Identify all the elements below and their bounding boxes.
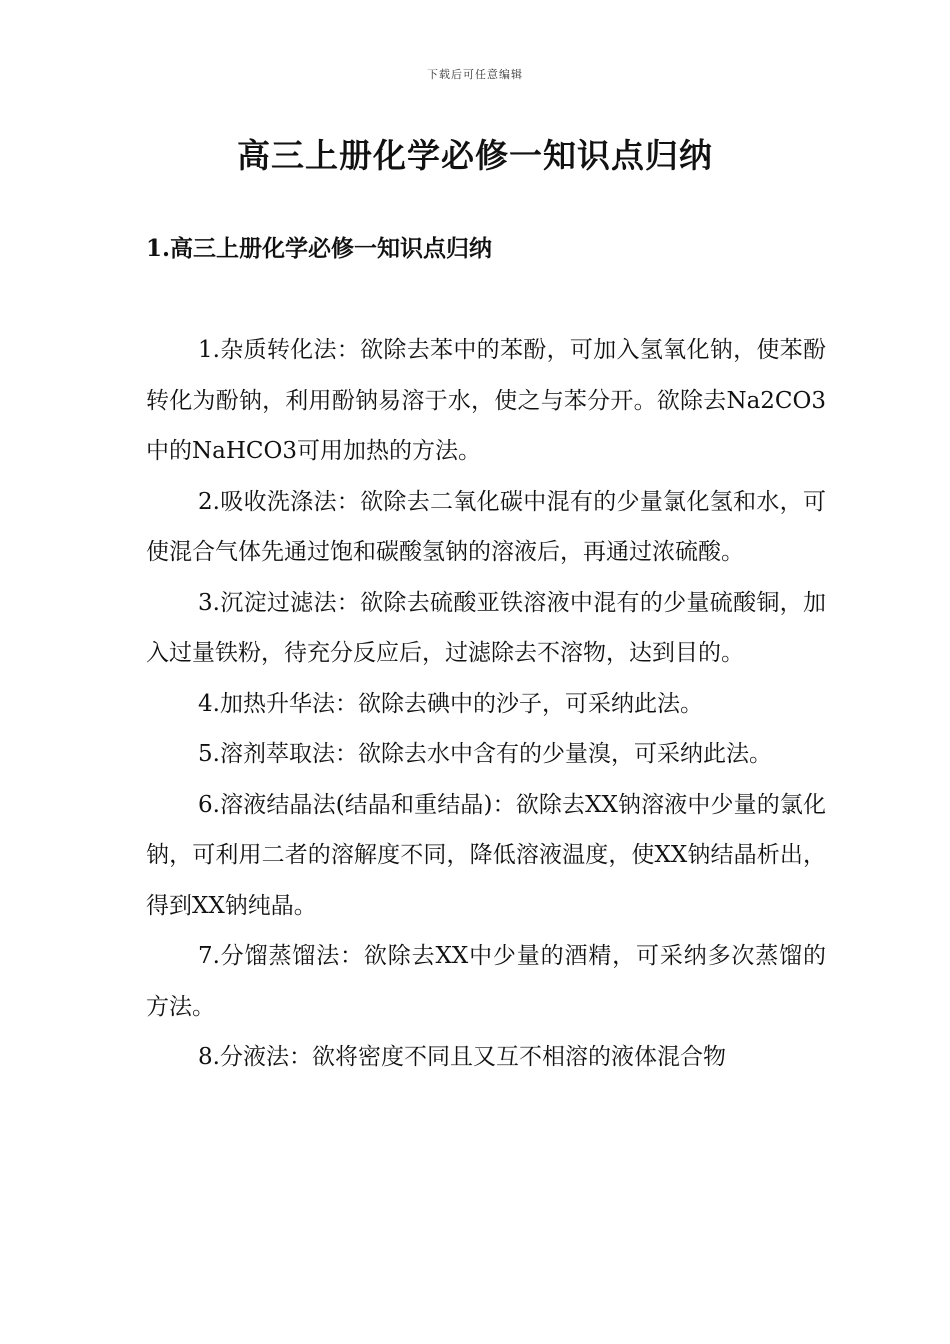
section-heading: 1.高三上册化学必修一知识点归纳 [146,235,493,262]
paragraph-1: 1.杂质转化法：欲除去苯中的苯酚，可加入氢氧化钠，使苯酚转化为酚钠，利用酚钠易溶于水，使之与苯分开。欲除去Na2CO3中的NaHCO3可用加热的方法。 [146,337,826,464]
paragraph-3: 3.沉淀过滤法：欲除去硫酸亚铁溶液中混有的少量硫酸铜，加入过量铁粉，待充分反应后，过滤除去不溶物，达到目的。 [146,589,826,666]
paragraph-8: 8.分液法：欲将密度不同且又互不相溶的液体混合物 [198,1044,726,1070]
paragraph-2: 2.吸收洗涤法：欲除去二氧化碳中混有的少量氯化氢和水，可使混合气体先通过饱和碳酸氢钠的溶液后，再通过浓硫酸。 [146,488,826,565]
document-title: 高三上册化学必修一知识点归纳 [237,136,713,175]
header-note: 下载后可任意编辑 [427,68,523,81]
paragraph-7: 7.分馏蒸馏法：欲除去XX中少量的酒精，可采纳多次蒸馏的方法。 [146,943,826,1020]
paragraph-6: 6.溶液结晶法(结晶和重结晶)：欲除去XX钠溶液中少量的氯化钠，可利用二者的溶解度不同，降低溶液温度，使XX钠结晶析出，得到XX钠纯晶。 [146,791,826,919]
paragraph-5: 5.溶剂萃取法：欲除去水中含有的少量溴，可采纳此法。 [198,741,772,767]
paragraph-4: 4.加热升华法：欲除去碘中的沙子，可采纳此法。 [198,690,703,717]
document-body [146,325,826,1083]
